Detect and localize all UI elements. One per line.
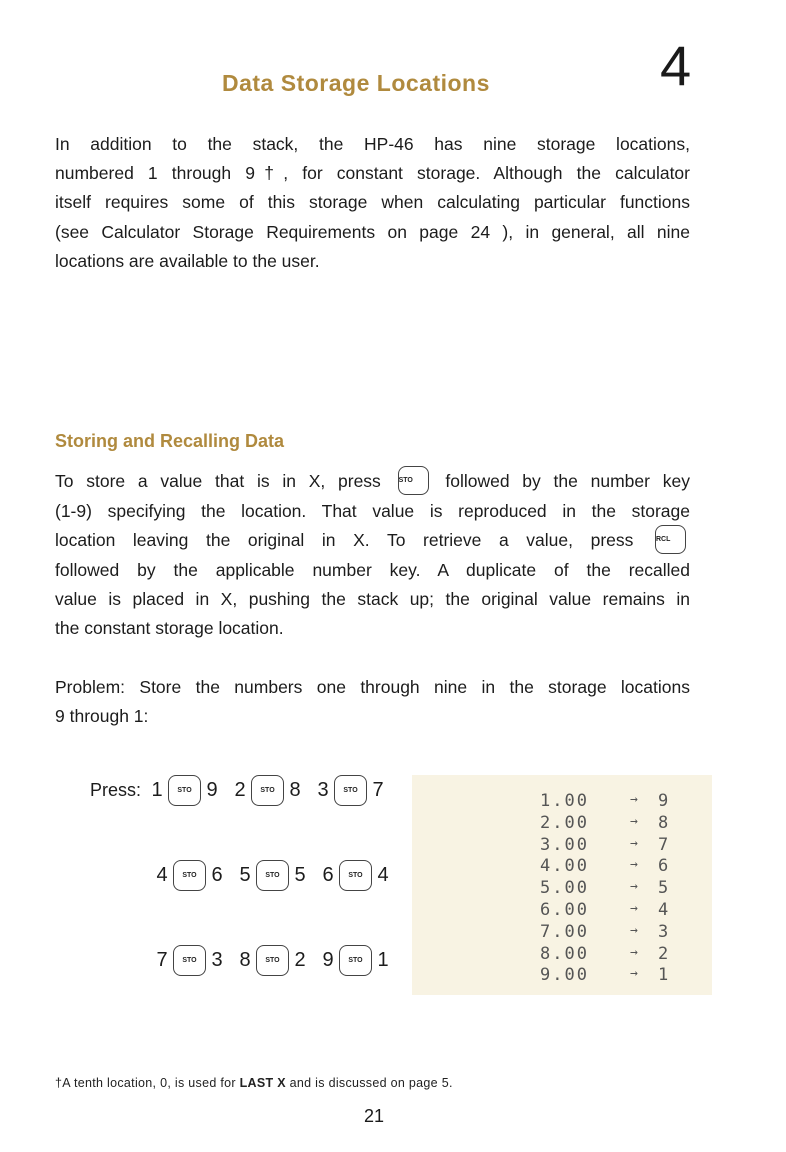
section-text: followed by the number key xyxy=(445,471,690,491)
intro-line: In addition to the stack, the HP-46 has nine storage locations, xyxy=(55,134,690,154)
printout-value: 4.00 xyxy=(540,856,589,877)
keystroke-row xyxy=(154,860,391,891)
footnote xyxy=(55,1076,453,1090)
storage-location-value: 8 xyxy=(289,779,301,801)
arrow-icon: → xyxy=(630,879,638,895)
storage-location-value: 2 xyxy=(294,949,306,971)
printout-value: 6.00 xyxy=(540,900,589,920)
printout-row xyxy=(412,944,712,966)
intro-line: locations are available to the user. xyxy=(55,250,320,271)
section-paragraph xyxy=(55,467,690,644)
arrow-icon: → xyxy=(630,922,638,938)
footnote-text: and is discussed on page 5. xyxy=(285,1076,453,1090)
section-text: location leaving the original in X. To retrieve a value, press xyxy=(55,530,634,551)
sto-key-icon: STO xyxy=(256,860,289,891)
section-line: followed by the applicable number key. A duplicate of the recalled xyxy=(55,559,690,580)
arrow-icon: → xyxy=(630,966,638,982)
sto-key-icon: STO xyxy=(168,775,201,806)
section-line: the constant storage location. xyxy=(55,618,284,639)
sto-key-icon: STO xyxy=(339,860,372,891)
storage-location-value: 6 xyxy=(211,864,223,886)
sto-key-icon: STO xyxy=(334,775,367,806)
printout-register: 7 xyxy=(658,834,669,855)
arrow-icon: → xyxy=(630,835,638,851)
arrow-icon: → xyxy=(630,901,638,916)
printout-value: 9.00 xyxy=(540,965,589,986)
printout-value: 7.00 xyxy=(540,921,589,942)
intro-paragraph xyxy=(55,130,690,276)
storage-location-value: 3 xyxy=(211,949,223,971)
arrow-icon: → xyxy=(630,813,638,829)
printout-row xyxy=(412,900,712,922)
printout-row xyxy=(412,922,712,944)
printout-value: 1.00 xyxy=(540,791,589,811)
sto-key-icon: STO xyxy=(173,945,206,976)
intro-line: (see Calculator Storage Requirements on page 24 ), in general, all nine xyxy=(55,221,690,242)
arrow-icon: → xyxy=(630,857,638,873)
problem-line: 9 through 1: xyxy=(55,706,149,727)
printout-register: 9 xyxy=(658,791,669,811)
footnote-text: †A tenth location, 0, is used for xyxy=(55,1076,240,1090)
printout-value: 3.00 xyxy=(540,834,589,855)
problem-line: Problem: Store the numbers one through nine in the storage locations xyxy=(55,677,690,697)
problem-paragraph xyxy=(55,673,690,731)
section-line xyxy=(55,526,690,556)
sto-key-icon: STO xyxy=(256,945,289,976)
rcl-key-icon: RCL xyxy=(655,525,686,554)
number-key-value: 1 xyxy=(151,779,163,801)
storage-location-value: 4 xyxy=(377,864,389,886)
intro-line: itself requires some of this storage when calculating particular functions xyxy=(55,192,690,213)
section-line xyxy=(55,467,690,497)
printout-register: 3 xyxy=(658,921,669,942)
printout-row xyxy=(412,965,712,987)
page-number: 21 xyxy=(364,1106,385,1126)
number-key-value: 2 xyxy=(234,779,246,801)
number-key-value: 5 xyxy=(239,864,251,886)
printout-register: 5 xyxy=(658,878,669,899)
printout-row xyxy=(412,835,712,857)
keystroke-row xyxy=(154,945,391,976)
sto-key-icon: STO xyxy=(398,466,429,495)
arrow-icon: → xyxy=(630,792,638,807)
storage-location-value: 5 xyxy=(294,864,306,886)
printout-register: 1 xyxy=(658,965,669,986)
number-key-value: 7 xyxy=(156,949,168,971)
storage-location-value: 7 xyxy=(372,779,384,801)
printout-register: 6 xyxy=(658,856,669,877)
storage-location-value: 1 xyxy=(377,949,389,971)
intro-line: numbered 1 through 9†, for constant storage. Although the calculator xyxy=(55,163,690,184)
arrow-icon: → xyxy=(630,944,638,960)
chapter-title: Data Storage Locations xyxy=(222,70,490,96)
sto-key-icon: STO xyxy=(251,775,284,806)
section-line: (1-9) specifying the location. That value is reproduced in the storage xyxy=(55,500,690,521)
sto-key-icon: STO xyxy=(339,945,372,976)
printout-row xyxy=(412,878,712,900)
printout-register: 4 xyxy=(658,900,669,920)
chapter-number: 4 xyxy=(660,34,692,97)
printout-row xyxy=(412,791,712,813)
storage-location-value: 9 xyxy=(206,779,218,801)
calculator-display-printout xyxy=(412,775,712,995)
printout-register: 2 xyxy=(658,943,669,964)
sto-key-icon: STO xyxy=(173,860,206,891)
footnote-bold: LAST X xyxy=(239,1076,286,1090)
keystroke-row xyxy=(90,775,386,806)
printout-row xyxy=(412,813,712,835)
number-key-value: 4 xyxy=(156,864,168,886)
printout-value: 5.00 xyxy=(540,878,589,899)
number-key-value: 8 xyxy=(239,949,251,971)
section-title: Storing and Recalling Data xyxy=(55,431,285,451)
number-key-value: 3 xyxy=(317,779,329,801)
printout-value: 8.00 xyxy=(540,943,589,964)
number-key-value: 9 xyxy=(322,949,334,971)
press-label: Press: xyxy=(90,780,142,800)
printout-value: 2.00 xyxy=(540,812,589,833)
printout-row xyxy=(412,856,712,878)
section-line: value is placed in X, pushing the stack up; the original value remains in xyxy=(55,589,690,610)
section-text: To store a value that is in X, press xyxy=(55,471,381,491)
number-key-value: 6 xyxy=(322,864,334,886)
printout-register: 8 xyxy=(658,812,669,833)
